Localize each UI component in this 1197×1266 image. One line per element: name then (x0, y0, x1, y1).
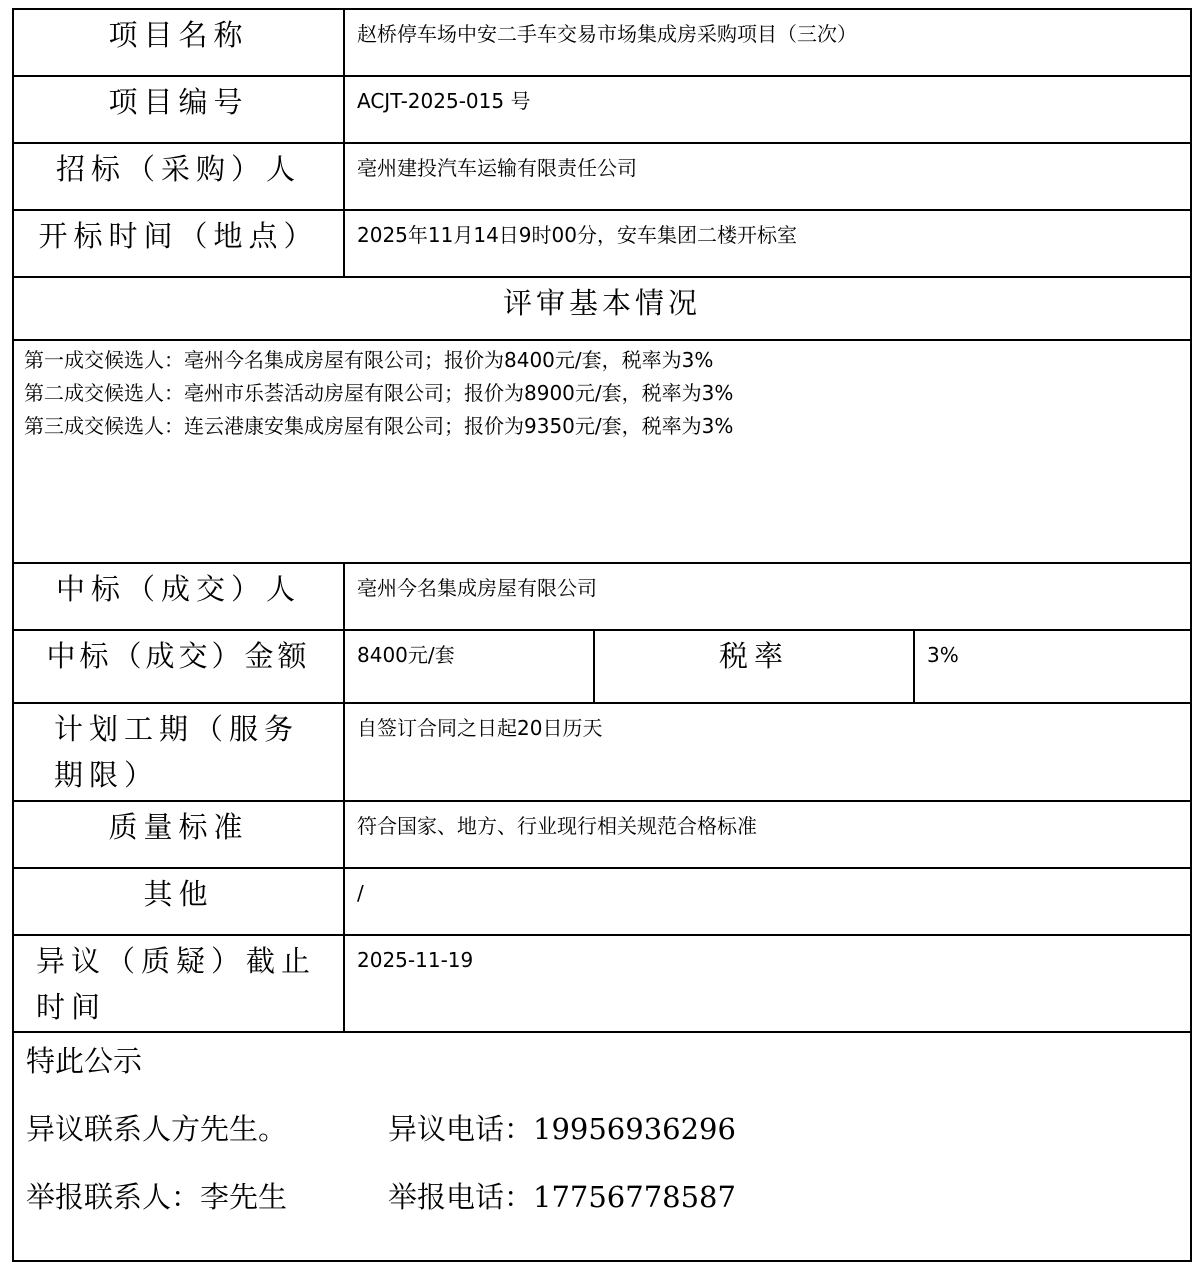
row-amount (13, 630, 1191, 703)
row-winner (13, 563, 1191, 630)
row-purchaser (13, 143, 1191, 210)
row-project-code (13, 76, 1191, 143)
purchaser-value: 亳州建投汽车运输有限责任公司 (344, 143, 1191, 210)
candidate-1: 第一成交候选人：亳州今名集成房屋有限公司；报价为8400元/套，税率为3% (24, 348, 714, 372)
notice-text: 特此公示 (26, 1044, 143, 1078)
row-footer (13, 1032, 1191, 1261)
row-candidates (13, 340, 1191, 563)
objection-phone: 异议电话：19956936296 (388, 1112, 736, 1146)
report-line (26, 1175, 1178, 1243)
opening-label: 开标时间（地点） (13, 210, 344, 277)
report-contact: 举报联系人：李先生 (26, 1180, 288, 1214)
purchaser-label: 招标（采购）人 (13, 143, 344, 210)
tax-label: 税率 (594, 630, 914, 703)
row-schedule (13, 703, 1191, 801)
winner-value: 亳州今名集成房屋有限公司 (344, 563, 1191, 630)
project-code-value: ACJT-2025-015 号 (344, 76, 1191, 143)
row-objection-deadline (13, 935, 1191, 1032)
amount-label: 中标（成交）金额 (13, 630, 344, 703)
announcement-table (12, 8, 1192, 1262)
amount-value: 8400元/套 (344, 630, 594, 703)
quality-label: 质量标准 (13, 801, 344, 868)
project-name-value: 赵桥停车场中安二手车交易市场集成房采购项目（三次） (344, 9, 1191, 76)
row-opening (13, 210, 1191, 277)
objection-deadline-label: 异议（质疑）截止时间 (13, 935, 344, 1032)
notice-line (26, 1039, 1178, 1107)
report-phone: 举报电话：17756778587 (388, 1180, 736, 1214)
opening-value: 2025年11月14日9时00分，安车集团二楼开标室 (344, 210, 1191, 277)
schedule-value: 自签订合同之日起20日历天 (344, 703, 1191, 801)
footer-notice-block (13, 1032, 1191, 1261)
project-code-label: 项目编号 (13, 76, 344, 143)
row-quality (13, 801, 1191, 868)
tax-value: 3% (914, 630, 1191, 703)
other-label: 其他 (13, 868, 344, 935)
quality-value: 符合国家、地方、行业现行相关规范合格标准 (344, 801, 1191, 868)
candidates-list (13, 340, 1191, 563)
schedule-label: 计划工期（服务期限） (13, 703, 344, 801)
row-other (13, 868, 1191, 935)
row-project-name (13, 9, 1191, 76)
project-name-label: 项目名称 (13, 9, 344, 76)
row-review-heading (13, 277, 1191, 340)
candidate-2: 第二成交候选人：亳州市乐荟活动房屋有限公司；报价为8900元/套，税率为3% (24, 381, 734, 405)
objection-contact: 异议联系人方先生。 (26, 1112, 288, 1146)
objection-line (26, 1107, 1178, 1175)
other-value: / (344, 868, 1191, 935)
candidate-3: 第三成交候选人：连云港康安集成房屋有限公司；报价为9350元/套，税率为3% (24, 414, 734, 438)
review-heading: 评审基本情况 (13, 277, 1191, 340)
winner-label: 中标（成交）人 (13, 563, 344, 630)
objection-deadline-value: 2025-11-19 (344, 935, 1191, 1032)
